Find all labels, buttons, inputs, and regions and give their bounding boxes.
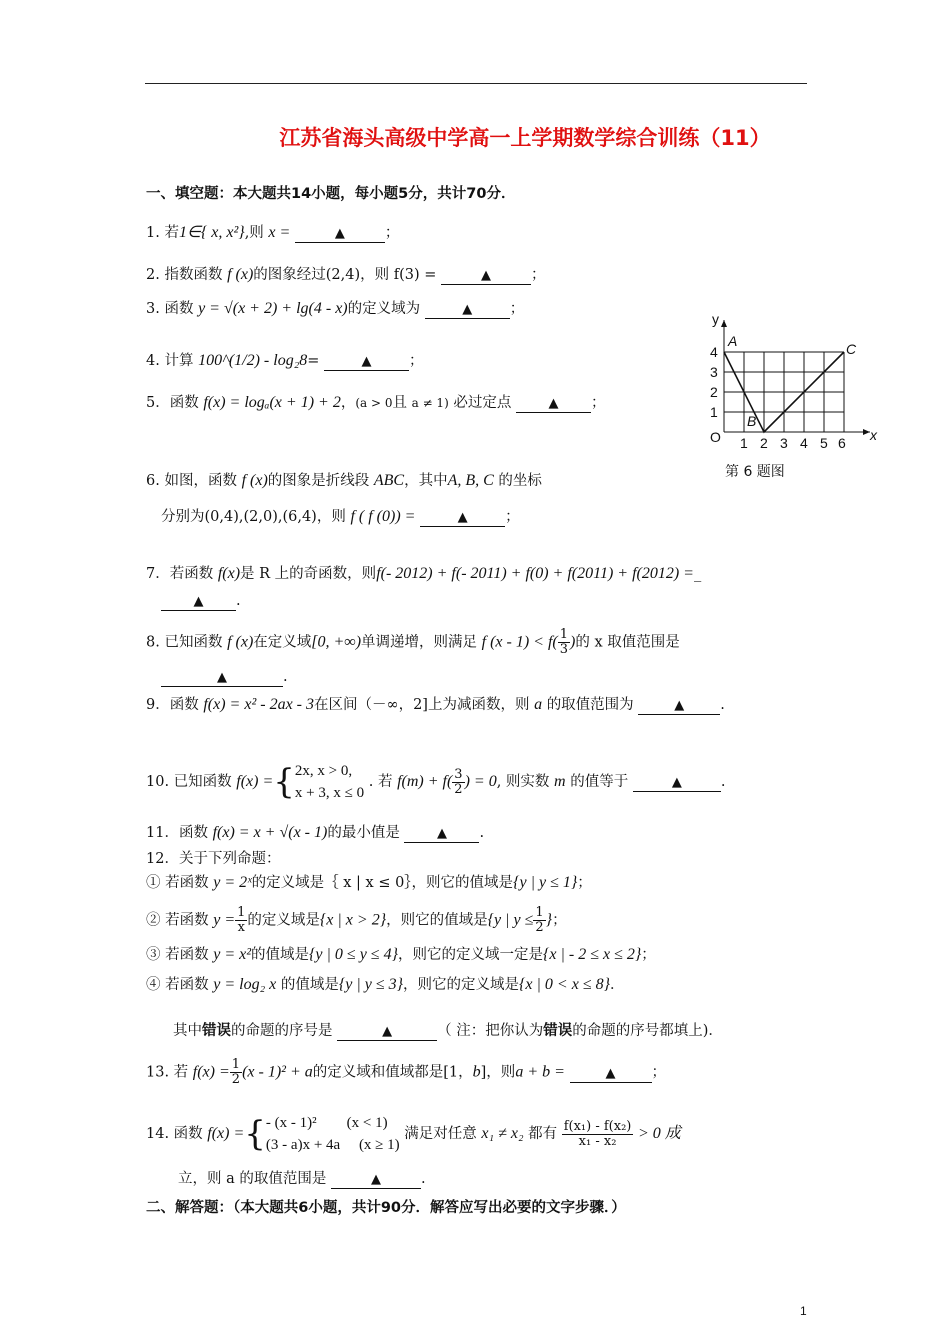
point-b-label: B (747, 413, 757, 429)
question-12-item-3: ③ 若函数 y = x²的值域是{y | 0 ≤ y ≤ 4}，则它的定义域一定是{x | - 2 ≤ x ≤ 2}； (146, 946, 656, 963)
x-tick-5: 5 (820, 435, 828, 451)
y-axis-label: y (712, 311, 719, 327)
graph-grid (724, 352, 844, 432)
answer-blank-10[interactable]: ▲ (633, 774, 721, 792)
answer-blank-9[interactable]: ▲ (638, 697, 720, 715)
y-axis-arrow (721, 320, 727, 327)
answer-blank-12[interactable]: ▲ (337, 1023, 437, 1041)
answer-blank-3[interactable]: ▲ (425, 301, 510, 319)
question-10: 10. 已知函数 f(x) ={ 2x, x > 0, x + 3, x ≤ 0 . 若 f(m) + f( $\frac{3}{2}$ ) = 0, 则实数 m 的值等于 ▲ . (146, 762, 726, 802)
answer-blank-1[interactable]: ▲ (295, 225, 385, 243)
x-tick-1: 1 (740, 435, 748, 451)
answer-blank-8[interactable]: ▲ (161, 669, 283, 687)
x-tick-6: 6 (838, 435, 846, 451)
y-tick-4: 4 (710, 344, 718, 360)
answer-blank-6[interactable]: ▲ (420, 509, 505, 527)
question-7-line-2: ▲ . (161, 590, 241, 612)
question-8: 8. 已知函数 f (x)在定义域[0, +∞)单调递增，则满足 f (x - 1) < f( $\frac{1}{3}$ )的 x 取值范围是 (146, 627, 680, 657)
y-tick-3: 3 (710, 364, 718, 380)
question-5: 5．函数 f(x) = logₐ(x + 1) + 2，(a > 0且 a ≠ 1) 必过定点 ▲ ； (146, 394, 606, 411)
y-tick-2: 2 (710, 384, 718, 400)
question-12-item-4: ④ 若函数 y = log₂ x 的值域是{y | y ≤ 3}，则它的定义域是{x | 0 < x ≤ 8}． (146, 976, 625, 993)
section-2-heading: 二、解答题：（本大题共6小题，共计90分．解答应写出必要的文字步骤．） (146, 1200, 626, 1216)
answer-blank-2[interactable]: ▲ (441, 267, 531, 285)
answer-blank-13[interactable]: ▲ (570, 1065, 652, 1083)
origin-label: O (710, 429, 721, 445)
question-9: 9．函数 f(x) = x² - 2ax - 3在区间（－∞，2]上为减函数，则 a 的取值范围为 ▲ . (146, 696, 725, 713)
header-rule (145, 83, 807, 84)
figure-caption: 第 6 题图 (725, 464, 785, 480)
point-a-label: A (728, 333, 738, 349)
x-axis-label: x (870, 427, 877, 443)
question-12-item-1: ① 若函数 y = 2ˣ的定义域是｛ x | x ≤ 0｝，则它的值域是{y | y ≤ 1}； (146, 874, 592, 891)
question-6-line-2: 分别为(0,4),(2,0),(6,4)，则 f ( f (0)) = ▲ ； (161, 508, 520, 525)
question-6-graph (700, 308, 885, 458)
question-11: 11．函数 f(x) = x + √(x - 1)的最小值是 ▲ . (146, 824, 485, 841)
question-3: 3. 函数 y = √(x + 2) + lg(4 - x)的定义域为 ▲ ； (146, 300, 525, 317)
x-tick-2: 2 (760, 435, 768, 451)
x-tick-3: 3 (780, 435, 788, 451)
y-tick-1: 1 (710, 404, 718, 420)
question-7: 7．若函数 f(x)是 R 上的奇函数，则f(- 2012) + f(- 2011) + f(0) + f(2011) + f(2012) =_ (146, 565, 702, 582)
answer-blank-4[interactable]: ▲ (324, 353, 409, 371)
x-tick-4: 4 (800, 435, 808, 451)
question-2: 2. 指数函数 f (x)的图象经过(2,4)，则 f(3) = ▲ ； (146, 266, 546, 283)
question-12-intro: 12．关于下列命题： (146, 851, 281, 867)
point-c-label: C (846, 341, 857, 357)
question-13: 13. 若 f(x) = $\frac{1}{2}$ (x - 1)² + a的定义域和值域都是[1，b]，则a + b = ▲ ； (146, 1057, 667, 1087)
question-12-ask: 其中错误的命题的序号是 ▲ （ 注：把你认为错误的命题的序号都填上)． (173, 1023, 723, 1039)
question-8-line-2: ▲ . (161, 666, 288, 688)
question-12-item-2: ② 若函数 y = $\frac{1}{x}$ 的定义域是{x | x > 2}，则它的值域是{y | y ≤ $\frac{1}{2}$ }； (146, 905, 567, 935)
question-14: 14. 函数 f(x) ={ - (x - 1)² (x < 1) (3 - a)x + 4a (x ≥ 1) 满足对任意 x₁ ≠ x₂ 都有 $\frac{\text{f(x₁) - f(x₂)}}{\text{x₁ - x₂}}$ > 0 成 (146, 1114, 681, 1154)
question-4: 4. 计算 100^(1/2) - log₂8= ▲ ； (146, 352, 424, 369)
page-title: 江苏省海头高级中学高一上学期数学综合训练（11） (279, 126, 771, 150)
answer-blank-7[interactable]: ▲ (161, 593, 236, 611)
answer-blank-5[interactable]: ▲ (516, 395, 591, 413)
question-1: 1. 若1∈{ x, x²},则 x = ▲ ； (146, 224, 400, 241)
page-number: 1 (800, 1304, 807, 1318)
section-1-heading: 一、填空题：本大题共14小题，每小题5分，共计70分． (146, 186, 516, 202)
x-axis-arrow (863, 429, 870, 435)
answer-blank-14[interactable]: ▲ (331, 1171, 421, 1189)
question-14-line-2: 立，则 a 的取值范围是 ▲ . (178, 1171, 426, 1187)
question-6: 6. 如图，函数 f (x)的图象是折线段 ABC，其中A, B, C 的坐标 (146, 472, 542, 489)
answer-blank-11[interactable]: ▲ (404, 825, 479, 843)
